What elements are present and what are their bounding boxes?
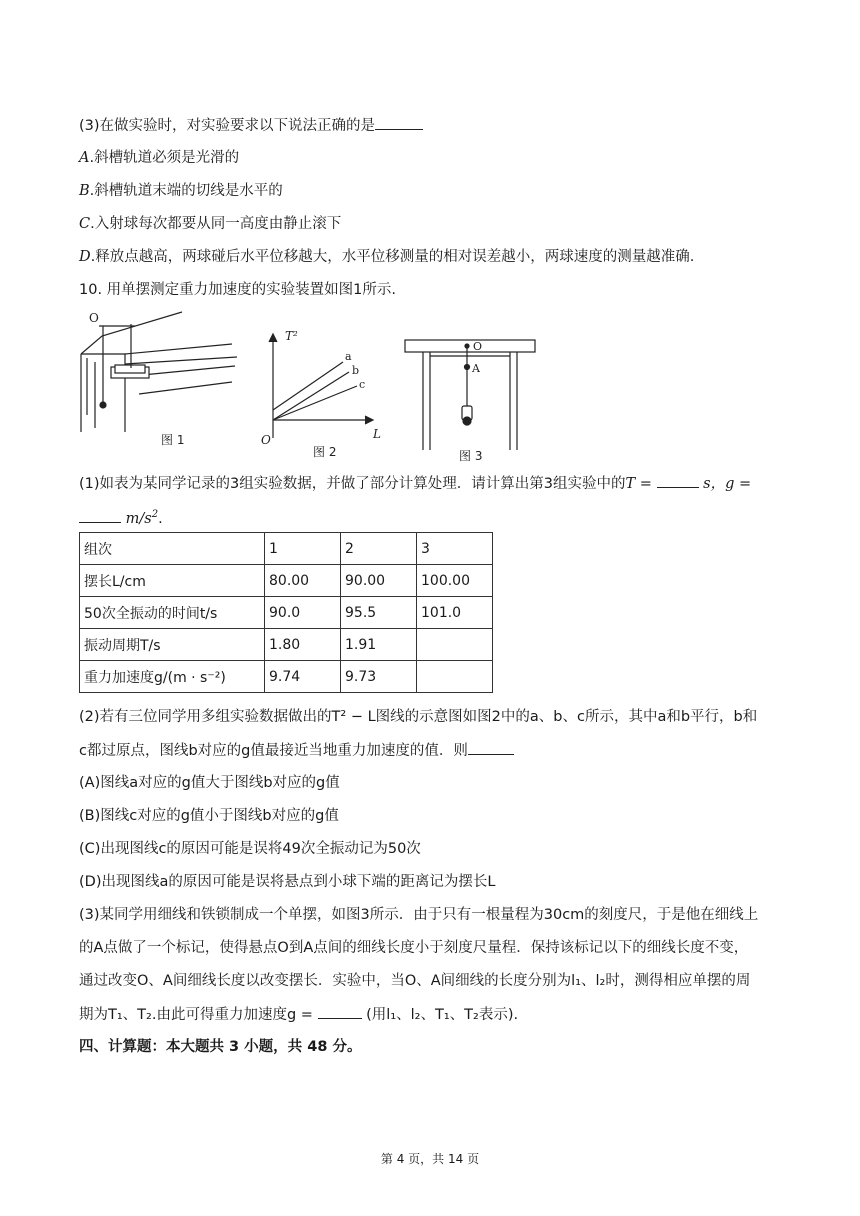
- q10-part2-line1: (2)若有三位同学用多组实验数据做出的T² − L图线的示意图如图2中的a、b、c所示，其中a和b平行，b和: [79, 709, 758, 725]
- line-b: [273, 372, 349, 420]
- q9-3-stem: (3)在做实验时，对实验要求以下说法正确的是: [79, 115, 423, 136]
- q10-part1-line2: $m/s^2$.: [79, 505, 163, 529]
- q9-option-b: B.斜槽轨道末端的切线是水平的: [79, 183, 283, 199]
- table-row: 组次 1 2 3: [80, 533, 493, 565]
- fig2-origin-label: O: [261, 433, 271, 447]
- fig3-caption: 图 3: [459, 449, 483, 463]
- q10-part1-line1: (1)如表为某同学记录的3组实验数据，并做了部分计算处理．请计算出第3组实验中的T = s，g =: [79, 473, 751, 494]
- fig2-caption: 图 2: [313, 445, 337, 459]
- fig2-x-axis-label: L: [373, 427, 381, 441]
- q10-title: 10. 用单摆测定重力加速度的实验装置如图1所示.: [79, 282, 397, 298]
- fig2-line-b-label: b: [352, 364, 360, 377]
- table-row: 摆长L/cm 80.00 90.00 100.00: [80, 565, 493, 597]
- data-table: [79, 532, 493, 693]
- q10-part3-line4: 期为T₁、T₂.由此可得重力加速度g = (用l₁、l₂、T₁、T₂表示).: [79, 1004, 518, 1025]
- line-a: [273, 362, 343, 410]
- figure-2: [261, 329, 381, 459]
- q9-option-d: D.释放点越高，两球碰后水平位移越大，水平位移测量的相对误差越小，两球速度的测量越准确.: [79, 249, 695, 265]
- answer-blank-t: [657, 473, 699, 488]
- q10-part2-option-a: (A)图线a对应的g值大于图线b对应的g值: [79, 775, 340, 791]
- fig1-o-label: O: [89, 311, 99, 325]
- page-footer: 第 4 页，共 14 页: [380, 1152, 480, 1166]
- q9-option-a: A.斜槽轨道必须是光滑的: [79, 150, 240, 166]
- table-row: 重力加速度g/(m · s⁻²) 9.74 9.73: [80, 661, 493, 693]
- fig3-a-label: A: [472, 362, 480, 375]
- q10-part2-option-b: (B)图线c对应的g值小于图线b对应的g值: [79, 808, 339, 824]
- figure-1: [81, 311, 237, 447]
- q10-figures: [77, 310, 547, 470]
- section-heading: 四、计算题：本大题共 3 小题，共 48 分。: [79, 1039, 362, 1055]
- fig1-caption: 图 1: [161, 433, 185, 447]
- q10-part2-option-c: (C)出现图线c的原因可能是误将49次全振动记为50次: [79, 841, 421, 857]
- table-row: 振动周期T/s 1.80 1.91: [80, 629, 493, 661]
- answer-blank: [318, 1004, 362, 1019]
- q9-option-c: C.入射球每次都要从同一高度由静止滚下: [79, 216, 342, 232]
- q10-part2-option-d: (D)出现图线a的原因可能是误将悬点到小球下端的距离记为摆长L: [79, 874, 496, 890]
- fig3-o-label: O: [473, 340, 483, 353]
- q10-part3-line2: 的A点做了一个标记，使得悬点O到A点间的细线长度小于刻度尺量程．保持该标记以下的细线长度不变，: [79, 940, 749, 956]
- answer-blank-g: [79, 508, 121, 523]
- table-row: 50次全振动的时间t/s 90.0 95.5 101.0: [80, 597, 493, 629]
- fig2-line-c-label: c: [359, 378, 366, 391]
- q10-part3-line1: (3)某同学用细线和铁锁制成一个单摆，如图3所示．由于只有一根量程为30cm的刻度尺，于是他在细线上: [79, 907, 759, 923]
- figure-3: [405, 340, 535, 463]
- fig2-line-a-label: a: [345, 350, 352, 363]
- fig2-y-axis-label: T²: [285, 329, 298, 343]
- answer-blank: [468, 740, 514, 755]
- line-c: [273, 386, 357, 420]
- q10-part2-line2: c都过原点，图线b对应的g值最接近当地重力加速度的值．则: [79, 740, 514, 761]
- answer-blank: [375, 115, 423, 130]
- q10-part3-line3: 通过改变O、A间细线长度以改变摆长．实验中，当O、A间细线的长度分别为l₁、l₂时，测得相应单摆的周: [79, 973, 751, 989]
